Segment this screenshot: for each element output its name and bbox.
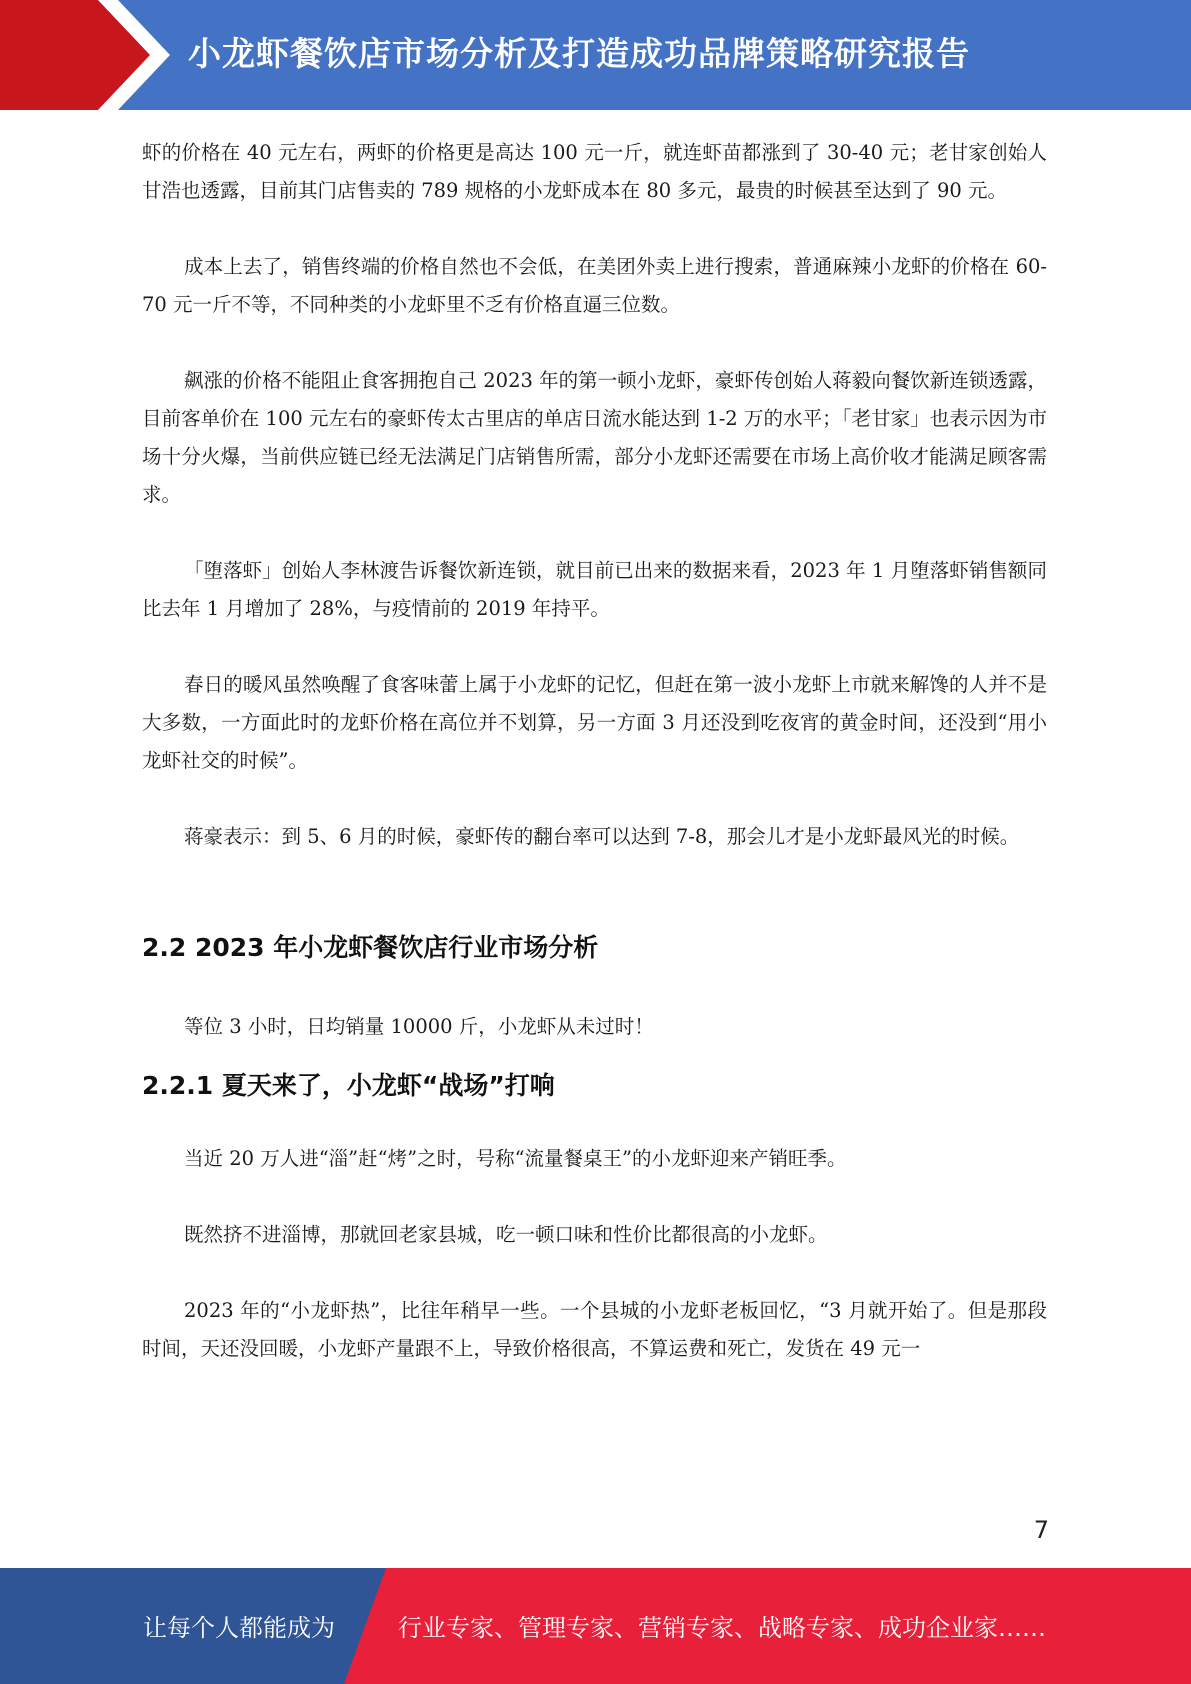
paragraph-6: 蒋豪表示：到 5、6 月的时候，豪虾传的翻台率可以达到 7-8，那会儿才是小龙虾最风光的时候。 [184, 825, 1020, 848]
section-heading-2-2: 2.2 2023 年小龙虾餐饮店行业市场分析 [142, 933, 599, 962]
paragraph-4: 「堕落虾」创始人李林渡告诉餐饮新连锁，就目前已出来的数据来看，2023 年 1 月堕落虾销售额同比去年 1 月增加了 28%，与疫情前的 2019 年持平。 [142, 559, 1047, 620]
section-heading-2-2-1: 2.2.1 夏天来了，小龙虾“战场”打响 [142, 1071, 555, 1100]
paragraph-9: 既然挤不进淄博，那就回老家县城，吃一顿口味和性价比都很高的小龙虾。 [184, 1223, 828, 1246]
page-footer [0, 1568, 1191, 1684]
footer-slogan-left: 让每个人都能成为 [143, 1614, 335, 1642]
report-title: 小龙虾餐饮店市场分析及打造成功品牌策略研究报告 [188, 34, 970, 73]
footer-slogan-right: 行业专家、管理专家、营销专家、战略专家、成功企业家…… [398, 1614, 1046, 1642]
paragraph-3: 飙涨的价格不能阻止食客拥抱自己 2023 年的第一顿小龙虾，豪虾传创始人蒋毅向餐饮新连锁透露，目前客单价在 100 元左右的豪虾传太古里店的单店日流水能达到 1-2 万的水平；「老甘家」也表示因为市场十分火爆，当前供应链已经无法满足门店销售所需，部分小龙虾还需要在市场上高价收才能满足顾客需求。 [142, 369, 1047, 506]
paragraph-5: 春日的暖风虽然唤醒了食客味蕾上属于小龙虾的记忆，但赶在第一波小龙虾上市就来解馋的人并不是大多数，一方面此时的龙虾价格在高位并不划算，另一方面 3 月还没到吃夜宵的黄金时间，还没到“用小龙虾社交的时候”。 [142, 673, 1047, 772]
paragraph-8: 当近 20 万人进“淄”赶“烤”之时，号称“流量餐桌王”的小龙虾迎来产销旺季。 [184, 1147, 847, 1170]
paragraph-7: 等位 3 小时，日均销量 10000 斤，小龙虾从未过时！ [184, 1015, 654, 1038]
page-header [0, 0, 1191, 110]
document-body [142, 134, 1047, 1368]
paragraph-2: 成本上去了，销售终端的价格自然也不会低，在美团外卖上进行搜索，普通麻辣小龙虾的价格在 60-70 元一斤不等，不同种类的小龙虾里不乏有价格直逼三位数。 [142, 255, 1047, 316]
page-number: 7 [1033, 1516, 1049, 1544]
paragraph-1: 虾的价格在 40 元左右，两虾的价格更是高达 100 元一斤，就连虾苗都涨到了 30-40 元；老甘家创始人甘浩也透露，目前其门店售卖的 789 规格的小龙虾成本在 80 多元，最贵的时候甚至达到了 90 元。 [142, 141, 1047, 202]
paragraph-10: 2023 年的“小龙虾热”，比往年稍早一些。一个县城的小龙虾老板回忆，“3 月就开始了。但是那段时间，天还没回暖，小龙虾产量跟不上，导致价格很高，不算运费和死亡，发货在 49 元一 [142, 1299, 1047, 1360]
